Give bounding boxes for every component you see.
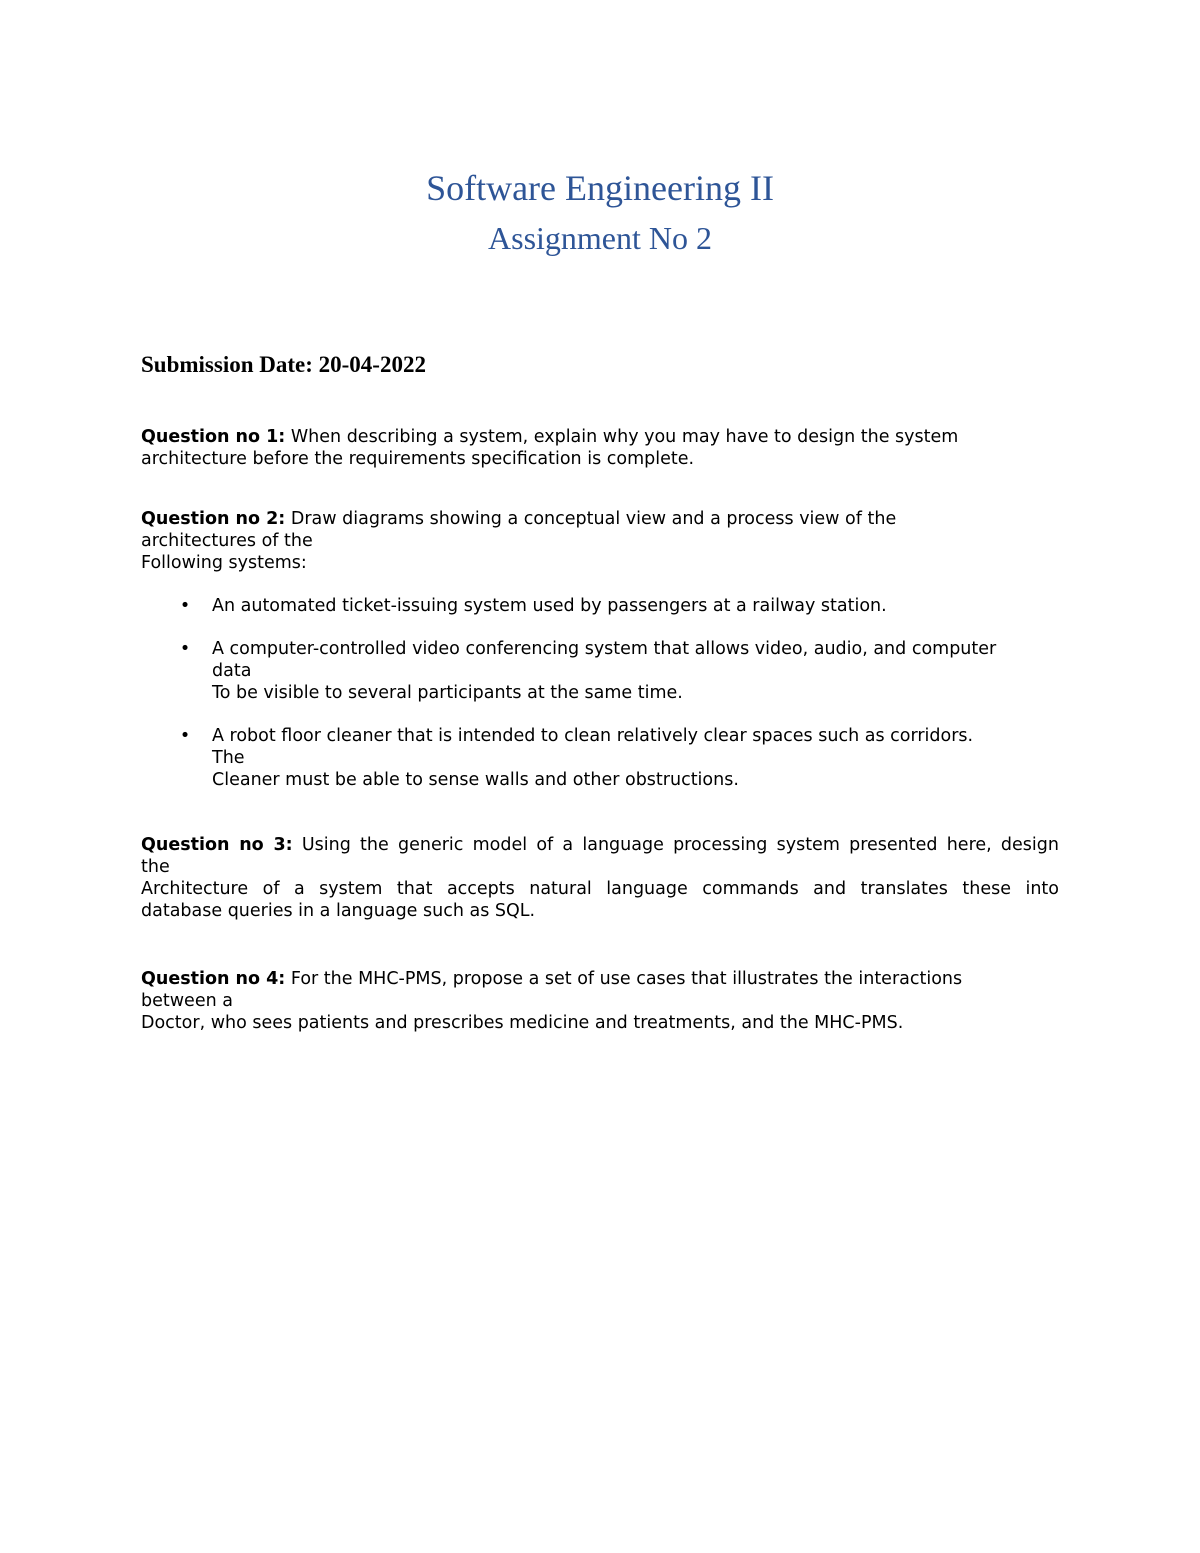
question-2-line-2: architectures of the: [141, 531, 313, 551]
question-4-text: For the MHC-PMS, propose a set of use cases that illustrates the interactions: [285, 969, 963, 989]
question-1-text: When describing a system, explain why you may have to design the system: [285, 427, 959, 447]
question-4-line-1: [141, 968, 1059, 990]
bullet-2-line-2: data: [212, 661, 252, 681]
document-title: Software Engineering II: [426, 168, 774, 208]
bullet-text: [212, 725, 1059, 791]
bullet-1-line-1: An automated ticket-issuing system used by passengers at a railway station.: [212, 596, 887, 616]
question-3-text: Using the generic model of a language processing system presented here, design: [292, 835, 1059, 855]
question-1-line-1: [141, 426, 1059, 448]
question-4-line-3: Doctor, who sees patients and prescribes medicine and treatments, and the MHC-PMS.: [141, 1013, 904, 1033]
question-2-text: Draw diagrams showing a conceptual view and a process view of the: [285, 509, 897, 529]
question-3-label: Question no 3:: [141, 835, 293, 855]
question-2-line-3: Following systems:: [141, 553, 307, 573]
document-subtitle: Assignment No 2: [488, 220, 712, 256]
question-2-label: Question no 2:: [141, 509, 286, 529]
question-3: [141, 834, 1059, 922]
question-1: [141, 426, 1059, 470]
question-3-line-4: database queries in a language such as SQL.: [141, 901, 536, 921]
bullet-icon: •: [179, 639, 191, 659]
question-4: [141, 968, 1059, 1034]
bullet-3-line-3: Cleaner must be able to sense walls and other obstructions.: [212, 770, 739, 790]
bullet-icon: •: [179, 596, 191, 616]
question-2-line-1: [141, 508, 1059, 530]
question-3-line-2: the: [141, 857, 170, 877]
bullet-3-line-1: A robot floor cleaner that is intended to clean relatively clear spaces such as corridors.: [212, 726, 974, 746]
question-4-line-2: between a: [141, 991, 233, 1011]
submission-date: Submission Date: 20-04-2022: [141, 352, 426, 377]
question-1-label: Question no 1:: [141, 427, 286, 447]
bullet-2-line-3: To be visible to several participants at the same time.: [212, 683, 683, 703]
bullet-icon: •: [179, 726, 191, 746]
question-4-label: Question no 4:: [141, 969, 286, 989]
bullet-text: [212, 595, 1059, 617]
question-1-line-2: architecture before the requirements specification is complete.: [141, 449, 695, 469]
question-3-line-3: Architecture of a system that accepts natural language commands and translates these into: [141, 879, 1059, 899]
bullet-2-line-1: A computer-controlled video conferencing system that allows video, audio, and computer: [212, 639, 997, 659]
question-3-line-1: [141, 834, 1059, 856]
bullet-text: [212, 638, 1059, 704]
bullet-3-line-2: The: [212, 748, 245, 768]
question-2: [141, 508, 1059, 574]
